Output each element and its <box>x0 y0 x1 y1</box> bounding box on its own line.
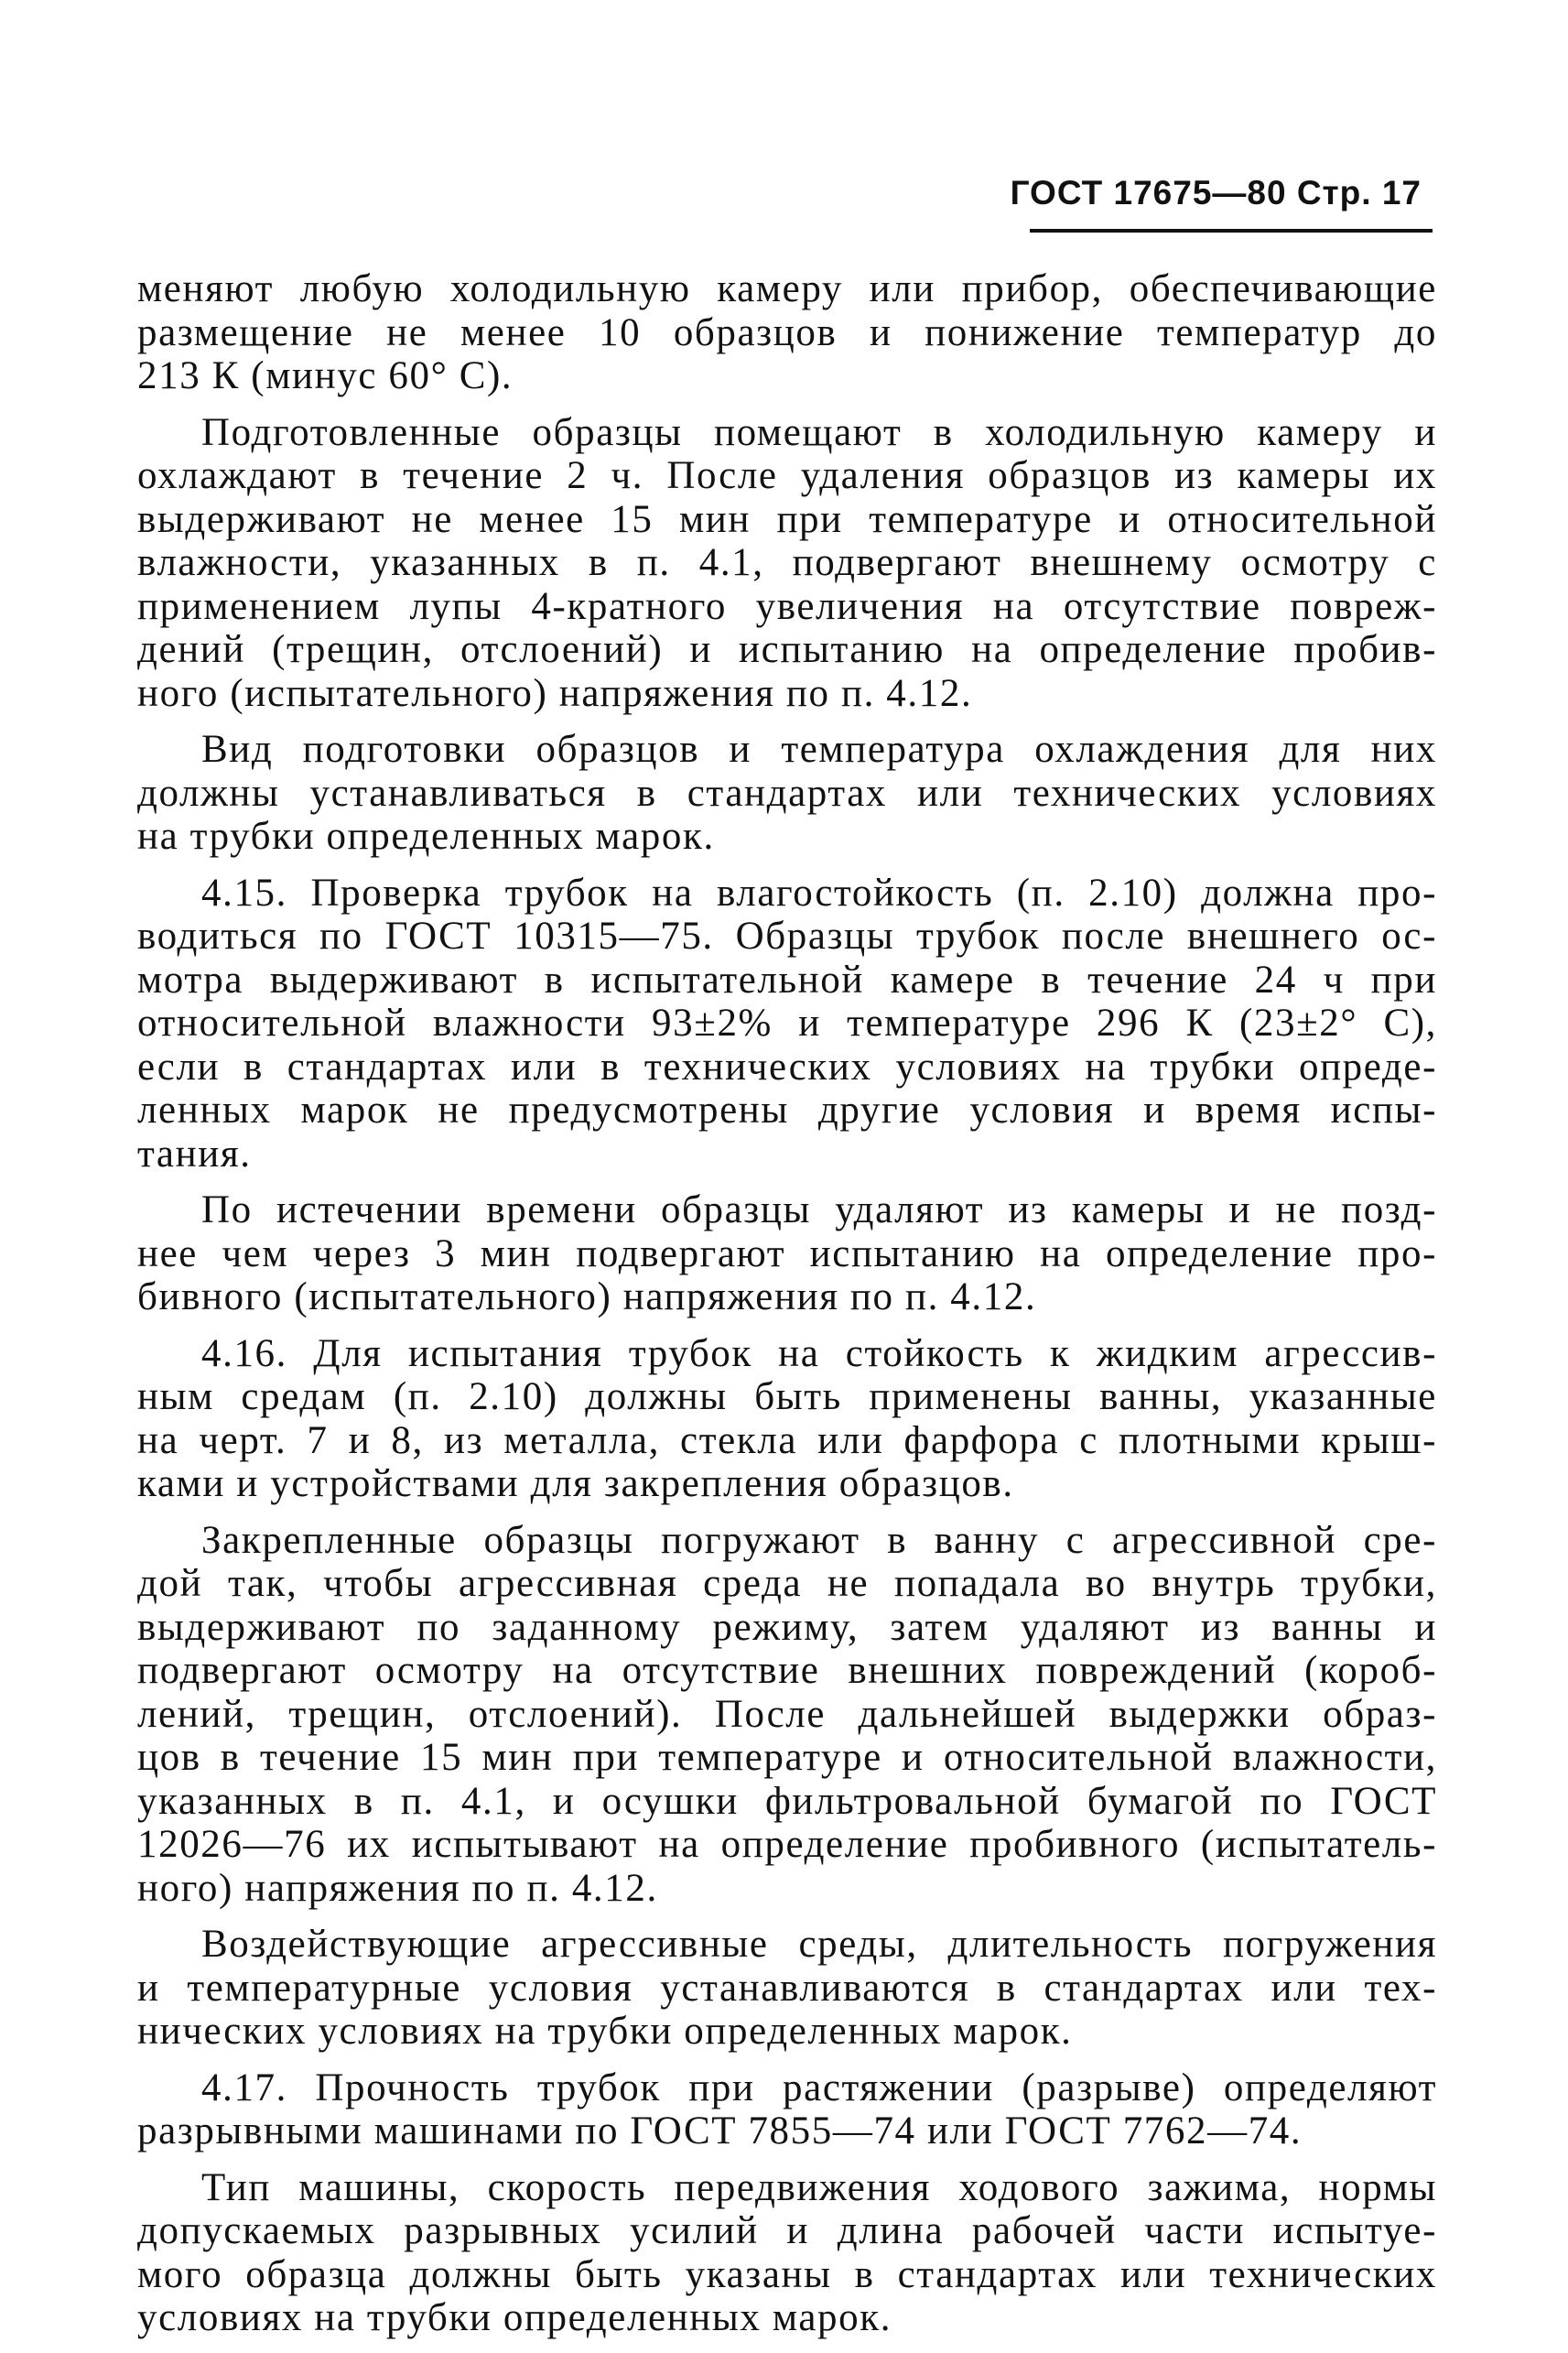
text-line: ным средам (п. 2.10) должны быть применены ванны, указанные <box>137 1375 1437 1418</box>
text-line: тания. <box>137 1132 252 1176</box>
text-line: нических условиях на трубки определенных марок. <box>137 2010 1073 2053</box>
text-line: должны устанавливаться в стандартах или технических условиях <box>137 771 1437 815</box>
paragraph <box>137 872 1437 1176</box>
page-header-text: ГОСТ 17675—80 Стр. 17 <box>1010 174 1422 211</box>
text-line: 4.16. Для испытания трубок на стойкость к жидким агрессив- <box>201 1331 1437 1375</box>
text-line: дений (трещин, отслоений) и испытанию на определение пробив- <box>137 628 1437 671</box>
page-header <box>1010 174 1433 233</box>
paragraph <box>137 1188 1437 1319</box>
text-line: мого образца должны быть указаны в стандартах или технических <box>137 2252 1437 2296</box>
text-line: подвергают осмотру на отсутствие внешних повреждений (короб- <box>137 1649 1437 1692</box>
text-line: указанных в п. 4.1, и осушки фильтровальной бумагой по ГОСТ <box>137 1779 1437 1823</box>
paragraph <box>137 267 1437 398</box>
text-line: Вид подготовки образцов и температура охлаждения для них <box>201 728 1437 771</box>
paragraph <box>137 1923 1437 2054</box>
text-line: Подготовленные образцы помещают в холодильную камеру и <box>201 410 1437 454</box>
text-line: применением лупы 4-кратного увеличения на отсутствие повреж- <box>137 584 1437 628</box>
text-line: нее чем через 3 мин подвергают испытанию на определение про- <box>137 1231 1437 1275</box>
text-line: ного) напряжения по п. 4.12. <box>137 1866 658 1910</box>
text-line: дой так, чтобы агрессивная среда не попадала во внутрь трубки, <box>137 1562 1437 1605</box>
text-line: 12026—76 их испытывают на определение пробивного (испытатель- <box>137 1823 1437 1866</box>
text-line: разрывными машинами по ГОСТ 7855—74 или ГОСТ 7762—74. <box>137 2109 1303 2152</box>
text-line: выдерживают не менее 15 мин при температуре и относительной <box>137 497 1437 541</box>
text-line: и температурные условия устанавливаются в стандартах или тех- <box>137 1966 1437 2010</box>
text-line: условиях на трубки определенных марок. <box>137 2296 892 2339</box>
text-line: если в стандартах или в технических условиях на трубки опреде- <box>137 1045 1437 1089</box>
text-line: ками и устройствами для закрепления образцов. <box>137 1462 1014 1505</box>
text-line: лений, трещин, отслоений). После дальнейшей выдержки образ- <box>137 1692 1437 1736</box>
document-body <box>137 267 1437 2353</box>
paragraph <box>137 2166 1437 2340</box>
text-line: размещение не менее 10 образцов и понижение температур до <box>137 310 1437 354</box>
text-line: 213 К (минус 60° С). <box>137 354 514 397</box>
text-line: По истечении времени образцы удаляют из камеры и не позд- <box>201 1188 1437 1231</box>
paragraph <box>137 1519 1437 1911</box>
text-line: ленных марок не предусмотрены другие условия и время испы- <box>137 1089 1437 1132</box>
text-line: водиться по ГОСТ 10315—75. Образцы трубок после внешнего ос- <box>137 915 1437 958</box>
paragraph <box>137 2066 1437 2153</box>
text-line: мотра выдерживают в испытательной камере в течение 24 ч при <box>137 958 1437 1002</box>
text-line: относительной влажности 93±2% и температуре 296 К (23±2° С), <box>137 1002 1437 1045</box>
paragraph <box>137 728 1437 859</box>
paragraph <box>137 1332 1437 1506</box>
text-line: выдерживают по заданному режиму, затем удаляют из ванны и <box>137 1605 1437 1649</box>
paragraph <box>137 411 1437 716</box>
text-line: 4.17. Прочность трубок при растяжении (разрыве) определяют <box>201 2066 1437 2109</box>
text-line: бивного (испытательного) напряжения по п. 4.12. <box>137 1275 1037 1318</box>
text-line: влажности, указанных в п. 4.1, подвергают внешнему осмотру с <box>137 541 1437 584</box>
text-line: 4.15. Проверка трубок на влагостойкость (п. 2.10) должна про- <box>201 871 1437 915</box>
text-line: на трубки определенных марок. <box>137 815 715 858</box>
text-line: цов в течение 15 мин при температуре и относительной влажности, <box>137 1736 1437 1779</box>
text-line: на черт. 7 и 8, из металла, стекла или фарфора с плотными крыш- <box>137 1418 1437 1462</box>
text-line: Тип машины, скорость передвижения ходового зажима, нормы <box>201 2165 1437 2209</box>
text-line: допускаемых разрывных усилий и длина рабочей части испытуе- <box>137 2209 1437 2252</box>
text-line: ного (испытательного) напряжения по п. 4.12. <box>137 671 973 715</box>
text-line: охлаждают в течение 2 ч. После удаления образцов из камеры их <box>137 454 1437 497</box>
text-line: Воздействующие агрессивные среды, длительность погружения <box>201 1923 1437 1966</box>
text-line: Закрепленные образцы погружают в ванну с агрессивной сре- <box>201 1518 1437 1562</box>
text-line: меняют любую холодильную камеру или прибор, обеспечивающие <box>137 267 1437 310</box>
